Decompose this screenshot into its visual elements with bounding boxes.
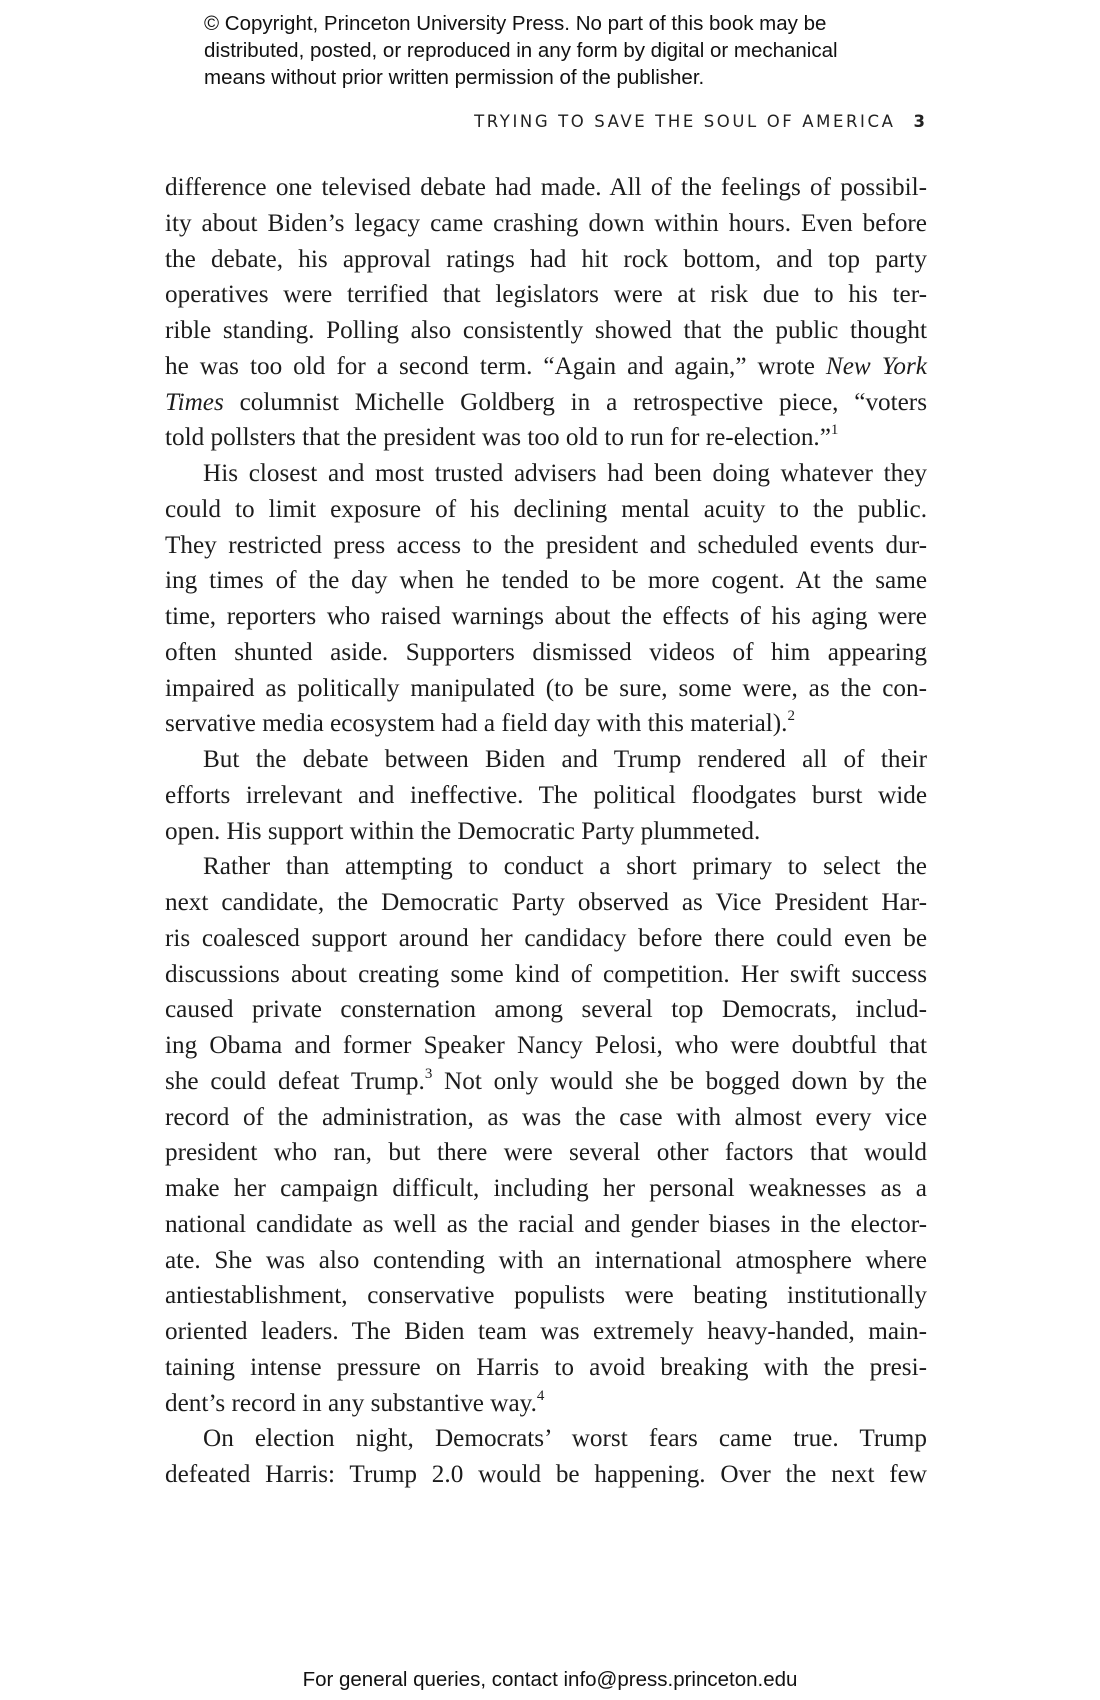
- text-line: oriented leaders. The Biden team was extremely heavy-handed, main-: [165, 1318, 927, 1345]
- text-line: His closest and most trusted advisers had been doing whatever they: [203, 460, 927, 487]
- text-line: time, reporters who raised warnings about the effects of his aging were: [165, 603, 927, 630]
- text-line: next candidate, the Democratic Party observed as Vice President Har-: [165, 889, 927, 916]
- text-line: impaired as politically manipulated (to be sure, some were, as the con-: [165, 674, 927, 702]
- text-line: dent’s record in any substantive way.$^4$: [165, 1387, 545, 1417]
- footer-contact: For general queries, contact info@press.princeton.edu: [302, 1668, 798, 1691]
- italic-text: Times: [165, 388, 224, 416]
- page-number: 3: [913, 112, 925, 131]
- footnote-marker[interactable]: 1: [830, 422, 839, 439]
- text-line: discussions about creating some kind of competition. Her swift success: [165, 960, 927, 988]
- text-line: ate. She was also contending with an international atmosphere where: [165, 1246, 927, 1274]
- text-line: On election night, Democrats’ worst fears came true. Trump: [203, 1425, 927, 1453]
- text-line: difference one televised debate had made. All of the feelings of possibil-: [165, 174, 927, 201]
- text-line: But the debate between Biden and Trump rendered all of their: [203, 746, 927, 773]
- footnote-marker[interactable]: 4: [536, 1387, 545, 1404]
- copyright-line: © Copyright, Princeton University Press. No part of this book may be: [204, 12, 827, 35]
- text-line: ity about Biden’s legacy came crashing down within hours. Even before: [165, 209, 927, 237]
- italic-text: New York: [825, 352, 927, 380]
- copyright-line: distributed, posted, or reproduced in any form by digital or mechanical: [204, 39, 838, 62]
- text-line: national candidate as well as the racial and gender biases in the elector-: [165, 1210, 927, 1238]
- text-line: antiestablishment, conservative populists were beating institutionally: [165, 1282, 927, 1310]
- copyright-line: means without prior written permission of the publisher.: [204, 66, 705, 89]
- text-line: ing times of the day when he tended to be more cogent. At the same: [165, 567, 927, 595]
- text-line: often shunted aside. Supporters dismissed videos of him appearing: [165, 638, 927, 666]
- text-line: caused private consternation among several top Democrats, includ-: [165, 996, 927, 1024]
- footnote-marker[interactable]: 2: [787, 708, 795, 725]
- text-line: the debate, his approval ratings had hit rock bottom, and top party: [165, 245, 927, 273]
- text-line: Times columnist Michelle Goldberg in a retrospective piece, “voters: [165, 388, 927, 416]
- text-line: he was too old for a second term. “Again and again,” wrote New York: [165, 352, 927, 380]
- footnote-marker[interactable]: 3: [424, 1065, 433, 1082]
- text-line: ris coalesced support around her candidacy before there could even be: [165, 924, 927, 952]
- text-line: taining intense pressure on Harris to avoid breaking with the presi-: [165, 1353, 927, 1381]
- body-text: [165, 170, 927, 1493]
- text-line: record of the administration, as was the case with almost every vice: [165, 1103, 927, 1131]
- text-line: servative media ecosystem had a field day with this material).$^2$: [165, 708, 795, 738]
- text-line: Rather than attempting to conduct a short primary to select the: [203, 853, 927, 881]
- text-line: They restricted press access to the president and scheduled events dur-: [165, 531, 927, 559]
- copyright-notice: [204, 10, 924, 91]
- text-line: told pollsters that the president was too old to run for re-election.”$^1$: [165, 422, 839, 452]
- text-line: make her campaign difficult, including her personal weaknesses as a: [165, 1175, 927, 1202]
- text-line: operatives were terrified that legislators were at risk due to his ter-: [165, 281, 927, 309]
- text-line: president who ran, but there were several other factors that would: [165, 1139, 927, 1167]
- text-line: rible standing. Polling also consistently showed that the public thought: [165, 317, 927, 344]
- text-line: open. His support within the Democratic Party plummeted.: [165, 817, 761, 845]
- text-line: ing Obama and former Speaker Nancy Pelosi, who were doubtful that: [165, 1032, 927, 1059]
- text-line: defeated Harris: Trump 2.0 would be happening. Over the next few: [165, 1461, 927, 1488]
- text-line: efforts irrelevant and ineffective. The political floodgates burst wide: [165, 781, 927, 809]
- text-line: she could defeat Trump.$^3$ Not only would she be bogged down by the: [165, 1065, 927, 1095]
- running-head: [165, 112, 925, 131]
- running-head-title: TRYING TO SAVE THE SOUL OF AMERICA: [474, 112, 896, 131]
- text-line: could to limit exposure of his declining mental acuity to the public.: [165, 495, 927, 523]
